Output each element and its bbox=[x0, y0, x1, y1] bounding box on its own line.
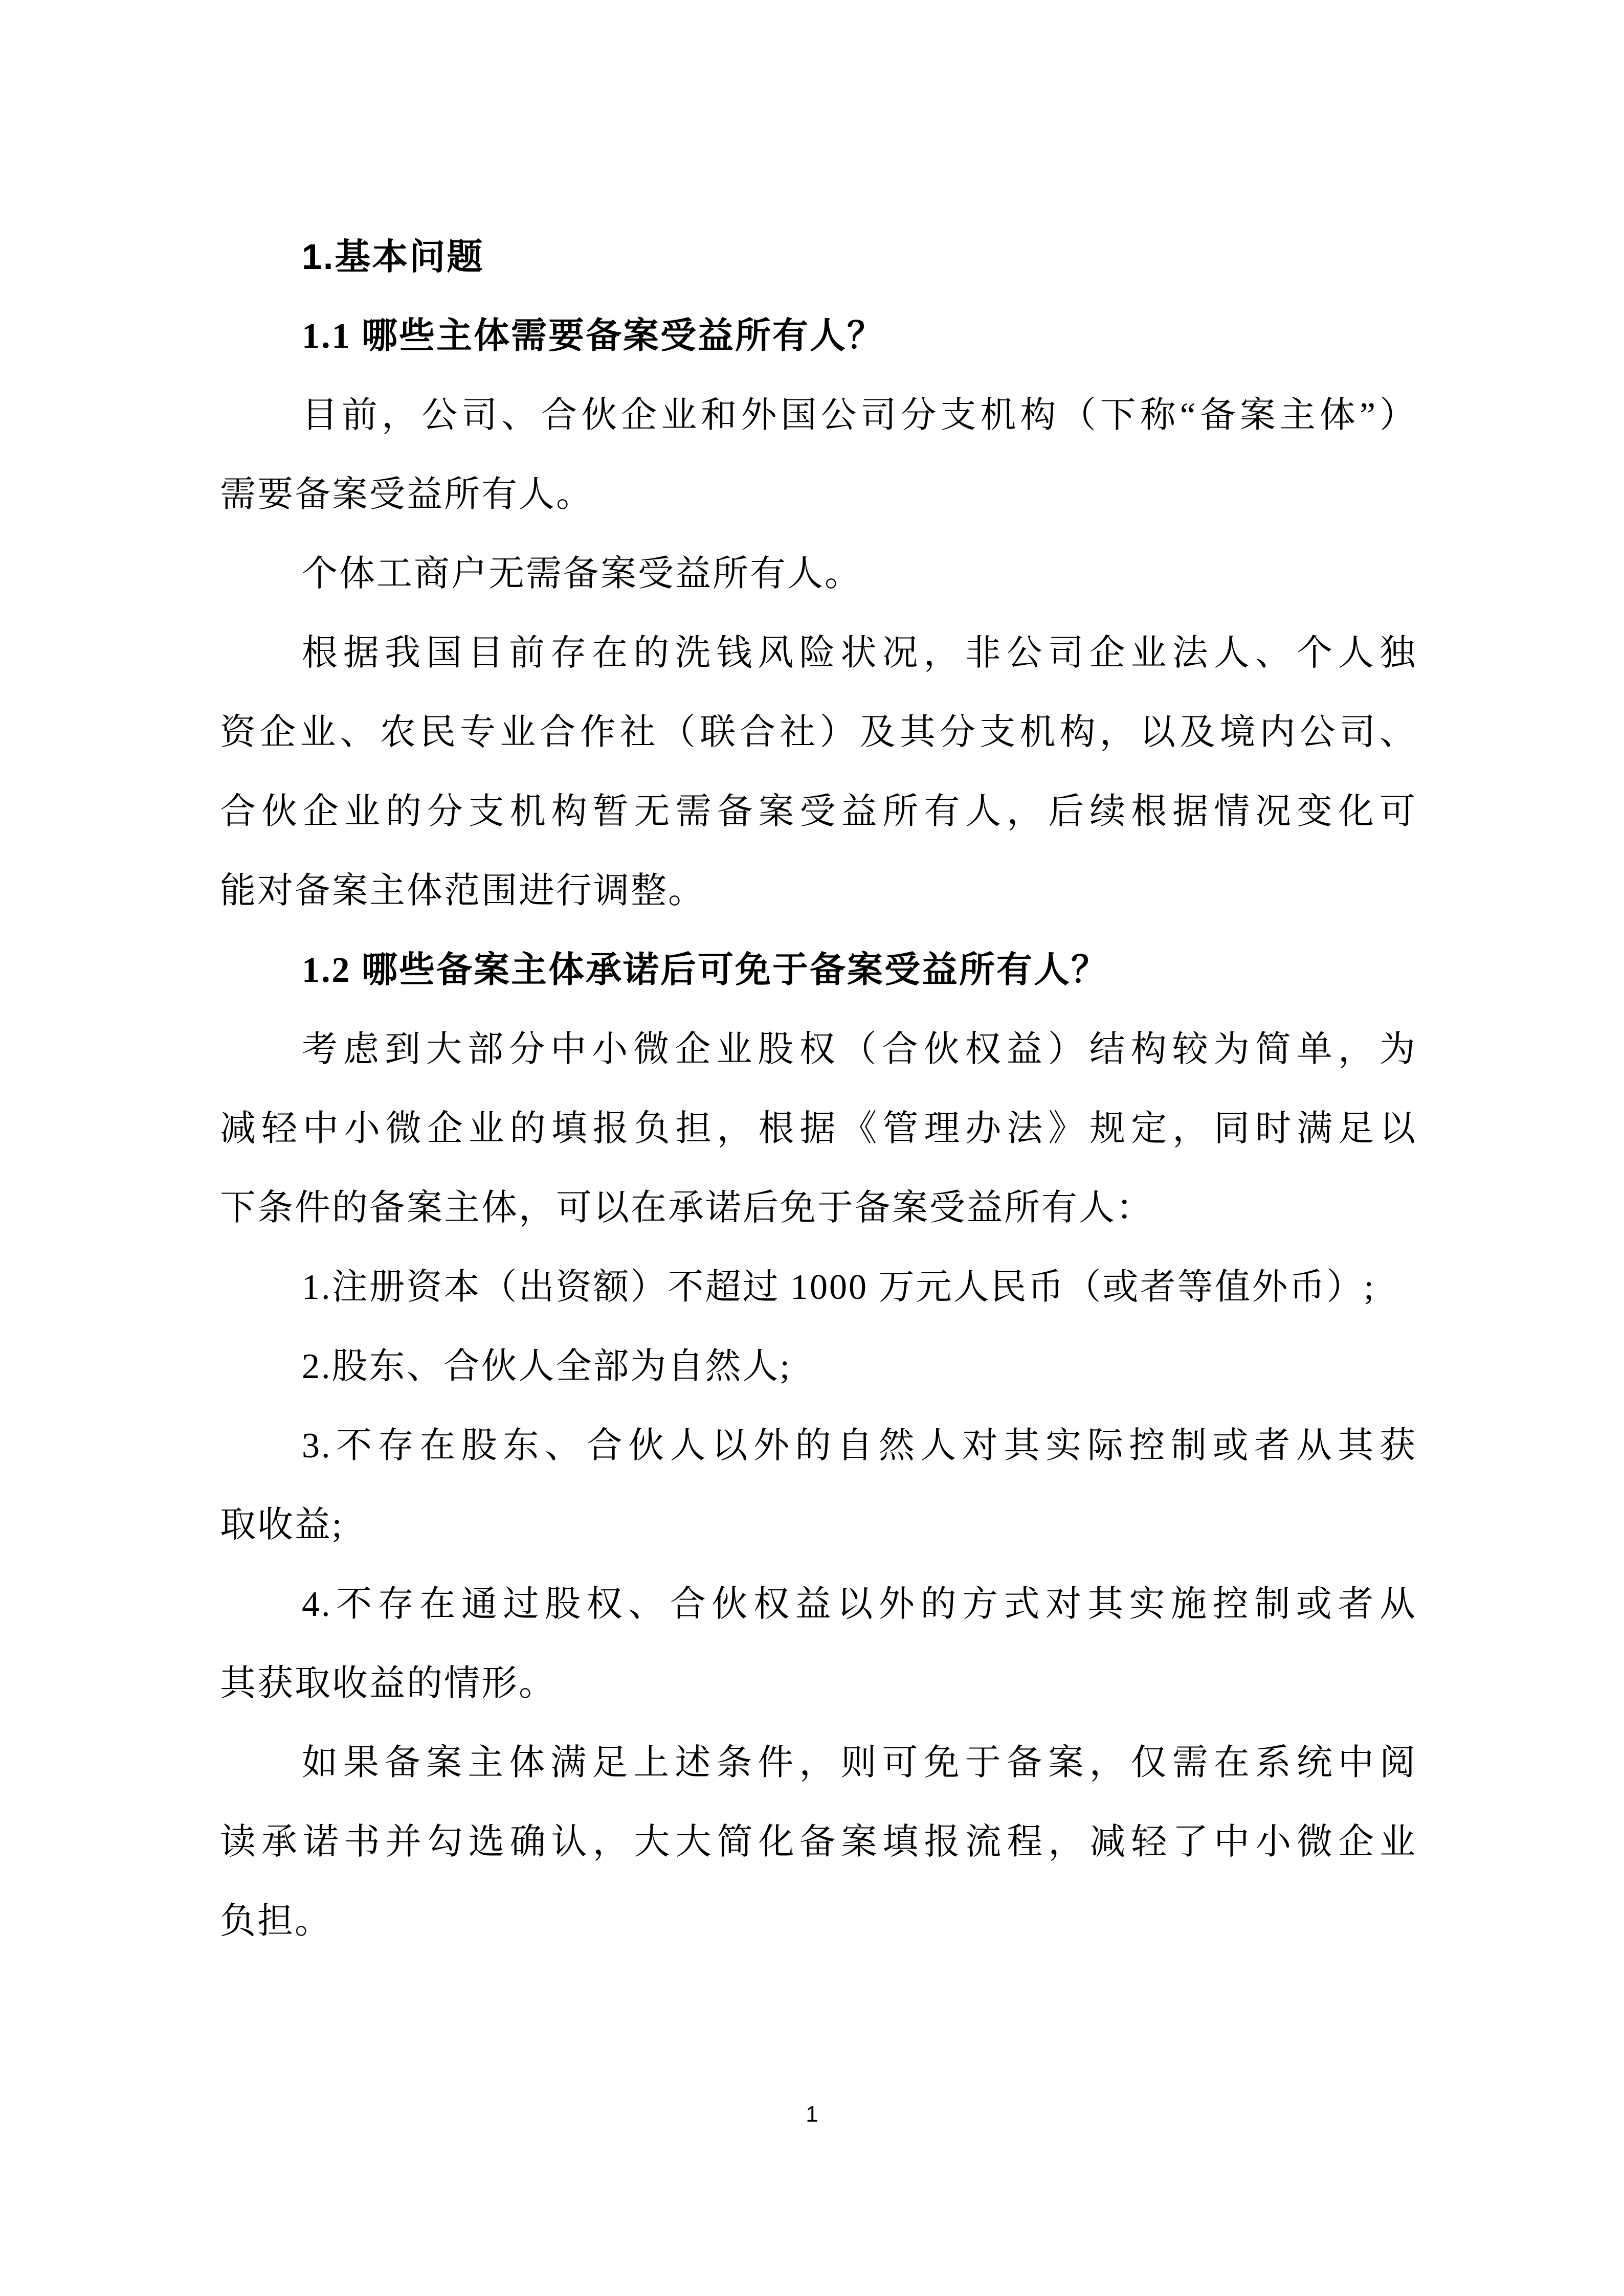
text-line: 其获取收益的情形。 bbox=[220, 1664, 556, 1703]
text-line: 合伙企业的分支机构暂无需备案受益所有人，后续根据情况变化可 bbox=[220, 792, 1417, 831]
list-item-condition-3 bbox=[220, 1406, 1417, 1565]
text-line: 1.1 哪些主体需要备案受益所有人？ bbox=[302, 317, 884, 356]
text-line: 能对备案主体范围进行调整。 bbox=[220, 871, 705, 911]
text-line: 负担。 bbox=[220, 1902, 332, 1941]
paragraph-current-scope bbox=[220, 376, 1417, 534]
text-line: 下条件的备案主体，可以在承诺后免于备案受益所有人： bbox=[220, 1188, 1153, 1228]
text-line: 目前，公司、合伙企业和外国公司分支机构（下称“备案主体”） bbox=[302, 396, 1417, 435]
text-line: 1.基本问题 bbox=[302, 237, 484, 277]
text-line: 1.2 哪些备案主体承诺后可免于备案受益所有人？ bbox=[302, 951, 1108, 990]
text-line: 1.注册资本（出资额）不超过 1000 万元人民币（或者等值外币）; bbox=[302, 1268, 1375, 1307]
text-line: 考虑到大部分中小微企业股权（合伙权益）结构较为简单，为 bbox=[302, 1030, 1417, 1069]
paragraph-exemption-intro bbox=[220, 1010, 1417, 1248]
paragraph-exemption-result bbox=[220, 1723, 1417, 1961]
paragraph-individual-business bbox=[220, 534, 1417, 614]
document-body bbox=[220, 217, 1417, 1961]
text-line: 2.股东、合伙人全部为自然人; bbox=[302, 1347, 791, 1386]
text-line: 减轻中小微企业的填报负担，根据《管理办法》规定，同时满足以 bbox=[220, 1109, 1417, 1149]
paragraph-risk-exemptions bbox=[220, 614, 1417, 931]
page-number: 1 bbox=[806, 2102, 818, 2127]
question-heading-1-2 bbox=[220, 931, 1417, 1010]
text-line: 取收益; bbox=[220, 1505, 344, 1545]
text-line: 如果备案主体满足上述条件，则可免于备案，仅需在系统中阅 bbox=[302, 1743, 1417, 1783]
list-item-condition-2 bbox=[220, 1327, 1417, 1406]
text-line: 3.不存在股东、合伙人以外的自然人对其实际控制或者从其获 bbox=[302, 1426, 1417, 1466]
list-item-condition-1 bbox=[220, 1248, 1417, 1327]
text-line: 4.不存在通过股权、合伙权益以外的方式对其实施控制或者从 bbox=[302, 1585, 1417, 1624]
text-line: 需要备案受益所有人。 bbox=[220, 475, 593, 514]
text-line: 根据我国目前存在的洗钱风险状况，非公司企业法人、个人独 bbox=[302, 634, 1417, 673]
list-item-condition-4 bbox=[220, 1565, 1417, 1723]
text-line: 个体工商户无需备案受益所有人。 bbox=[302, 554, 862, 594]
section-heading-1 bbox=[220, 217, 1417, 297]
text-line: 读承诺书并勾选确认，大大简化备案填报流程，减轻了中小微企业 bbox=[220, 1822, 1417, 1862]
text-line: 资企业、农民专业合作社（联合社）及其分支机构，以及境内公司、 bbox=[220, 713, 1417, 752]
question-heading-1-1 bbox=[220, 297, 1417, 376]
